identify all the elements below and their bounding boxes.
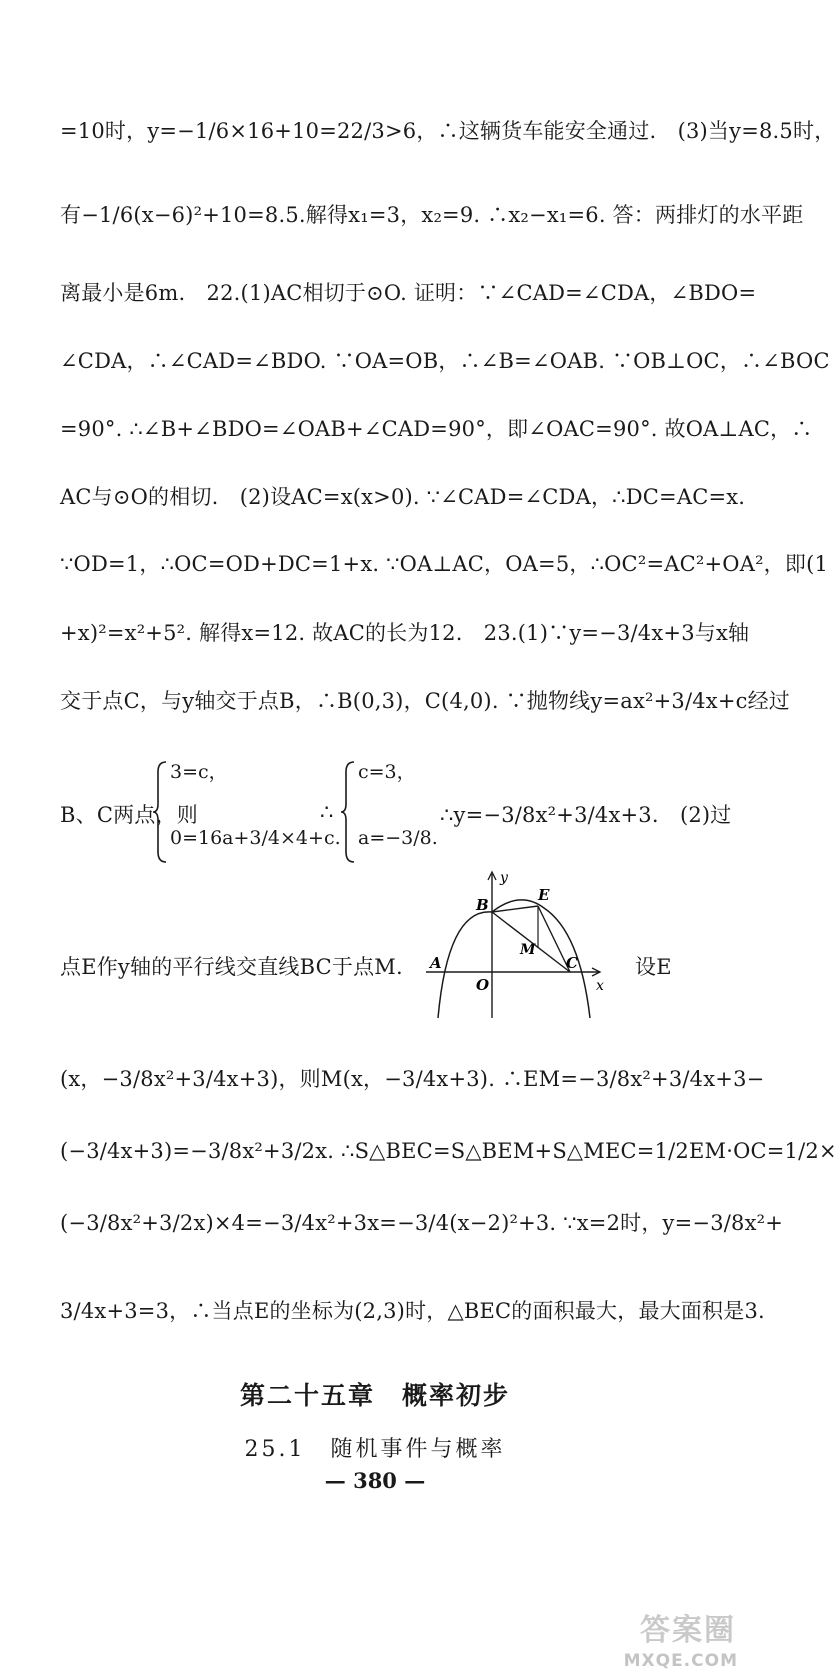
figure-line-left: 点E作y轴的平行线交直线BC于点M.	[60, 955, 403, 979]
system-sol-1: c=3，	[358, 761, 416, 783]
watermark-top-text: 答案圈	[640, 1613, 736, 1648]
text-line-3: 离最小是6m. 22.(1)AC相切于⊙O. 证明：∵∠CAD=∠CDA，∠BDO=	[60, 281, 757, 305]
text-line-10: (x，−3/8x²+3/4x+3)，则M(x，−3/4x+3). ∴EM=−3/8x²+3/4x+3−	[60, 1067, 765, 1091]
label-m: M	[520, 942, 536, 958]
text-line-2: 有−1/6(x−6)²+10=8.5.解得x₁=3，x₂=9. ∴x₂−x₁=6. 答：两排灯的水平距	[60, 203, 804, 227]
left-brace-2	[340, 760, 356, 864]
system-eq-2: 0=16a+3/4×4+c.	[170, 827, 341, 849]
system-lead: B、C两点，则	[60, 803, 198, 827]
watermark-logo	[592, 1605, 742, 1671]
text-line-7: ∵OD=1，∴OC=OD+DC=1+x. ∵OA⊥AC，OA=5，∴OC²=AC²+OA²，即(1	[60, 552, 829, 576]
section-title: 25.1 随机事件与概率	[244, 1437, 506, 1462]
text-line-12: (−3/8x²+3/2x)×4=−3/4x²+3x=−3/4(x−2)²+3. ∵x=2时，y=−3/8x²+	[60, 1211, 784, 1235]
system-therefore: ∴	[320, 800, 334, 824]
figure-line-right: 设E	[635, 955, 672, 979]
system-sol-2: a=−3/8.	[358, 827, 438, 849]
text-line-11: (−3/4x+3)=−3/8x²+3/2x. ∴S△BEC=S△BEM+S△MEC=1/2EM·OC=1/2×	[60, 1139, 837, 1163]
chapter-title: 第二十五章 概率初步	[239, 1381, 510, 1410]
system-result: ∴y=−3/8x²+3/4x+3. (2)过	[440, 803, 732, 827]
label-b: B	[476, 896, 489, 914]
label-e: E	[538, 886, 550, 904]
label-c: C	[566, 954, 578, 972]
page-number: — 380 —	[324, 1468, 426, 1493]
text-line-4: ∠CDA，∴∠CAD=∠BDO. ∵OA=OB，∴∠B=∠OAB. ∵OB⊥OC，∴∠BOC	[60, 349, 830, 373]
label-y: y	[500, 870, 508, 886]
watermark-bottom-text: MXQE.COM	[623, 1651, 738, 1671]
text-line-13: 3/4x+3=3，∴当点E的坐标为(2,3)时，△BEC的面积最大，最大面积是3.	[60, 1299, 765, 1323]
label-a: A	[430, 954, 442, 972]
text-line-6: AC与⊙O的相切. (2)设AC=x(x>0). ∵∠CAD=∠CDA，∴DC=AC=x.	[60, 485, 746, 509]
label-o: O	[476, 976, 490, 994]
left-brace-1	[152, 760, 168, 864]
parabola-figure	[420, 868, 610, 1028]
text-line-9: 交于点C，与y轴交于点B，∴B(0,3)，C(4,0). ∵抛物线y=ax²+3/4x+c经过	[60, 689, 791, 713]
text-line-5: =90°. ∴∠B+∠BDO=∠OAB+∠CAD=90°，即∠OAC=90°. 故OA⊥AC，∴	[60, 417, 813, 441]
text-line-1: =10时，y=−1/6×16+10=22/3>6，∴这辆货车能安全通过. (3)当y=8.5时，	[60, 119, 836, 143]
system-eq-1: 3=c，	[170, 761, 228, 783]
text-line-8: +x)²=x²+5². 解得x=12. 故AC的长为12. 23.(1)∵y=−3/4x+3与x轴	[60, 621, 750, 645]
label-x: x	[596, 978, 604, 994]
